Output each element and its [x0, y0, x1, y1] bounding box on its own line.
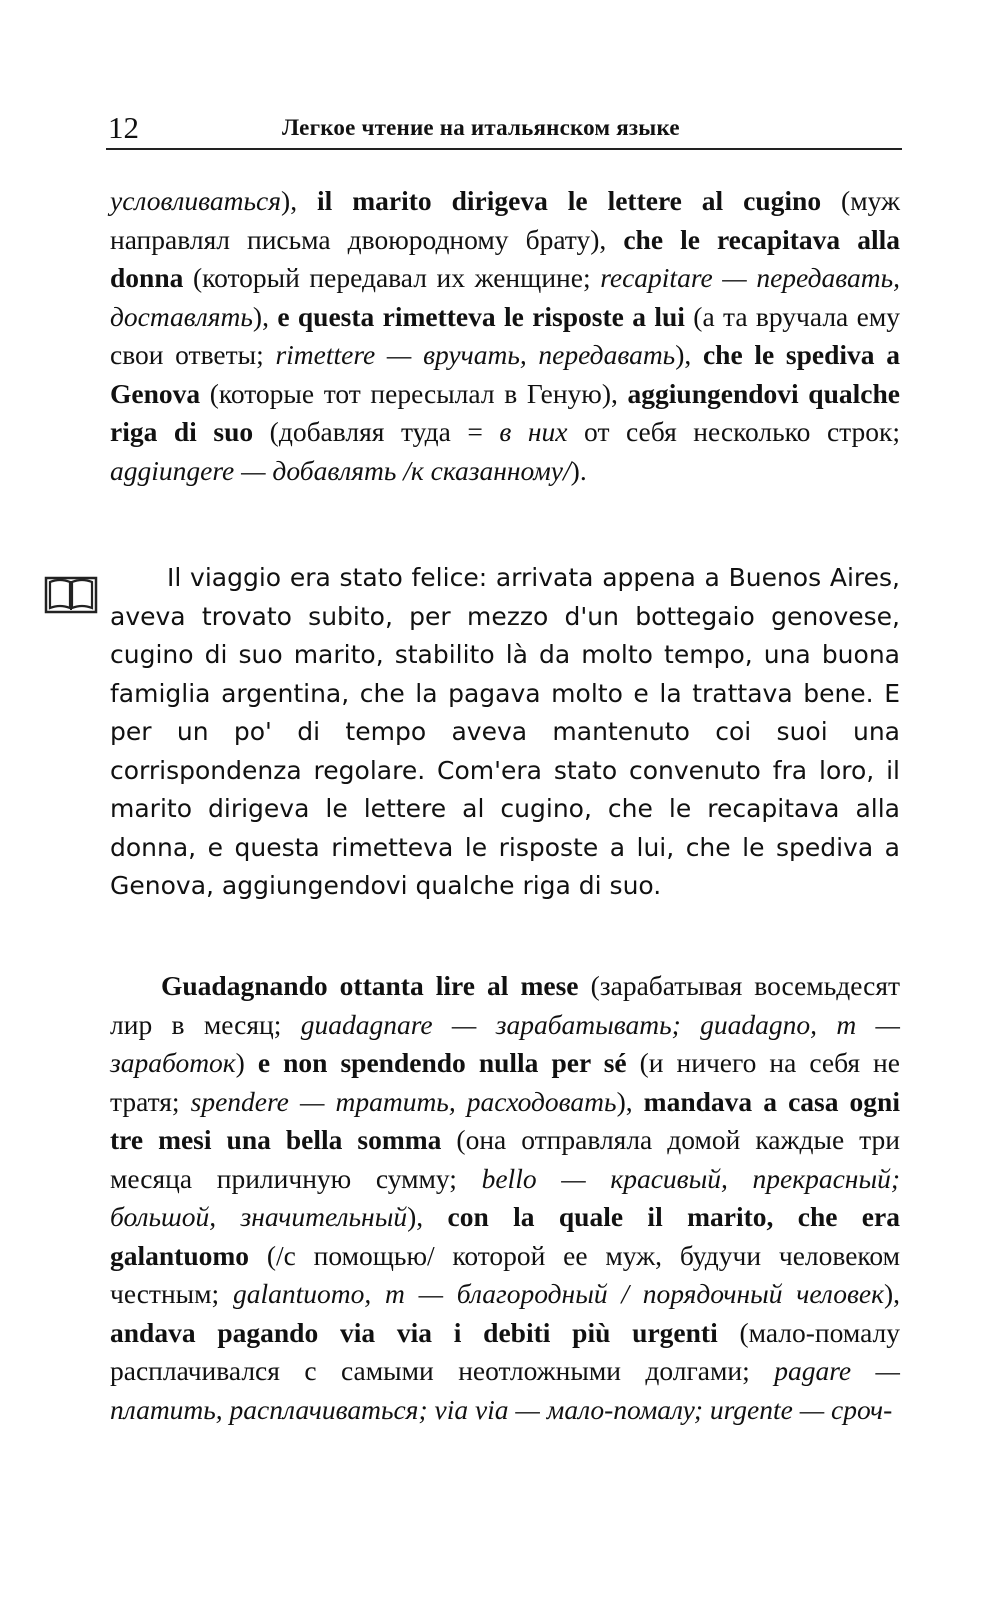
gloss: rimettere — вручать, передавать: [275, 339, 676, 370]
translation: (и ничего на себя не тратя;: [110, 1047, 900, 1117]
page-header: [106, 104, 902, 150]
annotated-paragraph: [110, 182, 900, 490]
plain-text: ),: [883, 1278, 901, 1309]
italian-phrase: che le spediva a Genova: [110, 339, 900, 409]
gloss: galantuomo, m — благородный / порядочный человек: [232, 1278, 884, 1309]
gloss: aggiungere — добавлять /к сказанному/: [110, 454, 571, 486]
italian-phrase: che le recapitava alla donna: [110, 223, 901, 293]
gloss: в них: [499, 416, 568, 447]
gloss: recapitare — передавать, доставлять: [110, 262, 900, 332]
translation: от себя несколько строк;: [567, 416, 901, 447]
gloss: guadagnare — зарабатывать; guadagno, m — заработок: [110, 1008, 900, 1078]
plain-text: ),: [281, 185, 318, 216]
translation: (/с помощью/ которой ее муж, будучи человеком честным;: [110, 1239, 900, 1309]
annotated-text-block-2: [110, 967, 900, 1429]
italian-phrase: Guadagnando ottanta lire al mese: [161, 970, 579, 1001]
running-title: Легкое чтение на итальянском языке: [282, 115, 680, 140]
italian-phrase: mandava a casa ogni tre mesi una bella somma: [110, 1085, 900, 1155]
translation: (а та вручала ему свои ответы;: [110, 300, 900, 370]
original-paragraph: Il viaggio era stato felice: arrivata appena a Buenos Aires, aveva trovato subito, per mezzo d'un bottegaio genovese, cugino di suo marito, stabilito là da molto tempo, una buona famiglia argentina, che la pagava molto e la trattava bene. E per un po' di tempo aveva mantenuto coi suoi una corrispondenza regolare. Com'era stato convenuto fra loro, il marito dirigeva le lettere al cugino, che le recapitava alla donna, e questa rimetteva le risposte a lui, che le spediva a Genova, aggiungendovi qualche riga di suo.: [110, 563, 900, 900]
original-text-block: [110, 559, 900, 906]
translation: (муж направлял письма двоюродному брату),: [110, 185, 900, 255]
italian-phrase: e questa rimetteva le risposte a lui: [277, 300, 685, 332]
page-number: 12: [108, 110, 139, 145]
annotated-paragraph: [110, 967, 900, 1429]
plain-text: ).: [570, 454, 587, 486]
open-book-icon: [44, 576, 98, 616]
gloss: spendere — тратить, расходовать: [190, 1085, 617, 1117]
italian-phrase: il marito dirigeva le lettere al cugino: [317, 185, 822, 216]
translation: (добавляя туда =: [253, 416, 500, 447]
plain-text: ),: [616, 1085, 644, 1117]
plain-text: ),: [407, 1201, 448, 1232]
italian-phrase: aggiungendovi qualche riga di suo: [110, 377, 900, 447]
plain-text: ),: [252, 300, 278, 332]
plain-text: ): [235, 1047, 258, 1078]
annotated-text-block-1: [110, 182, 900, 490]
translation: (она отправляла домой каждые три месяца приличную сумму;: [110, 1124, 900, 1194]
plain-text: ),: [675, 339, 703, 370]
italian-phrase: e non spendendo nulla per sé: [257, 1047, 627, 1078]
gloss: условливаться: [110, 185, 282, 216]
translation: (зарабатывая восемьдесят лир в месяц;: [110, 970, 900, 1040]
translation: (который передавал их женщине;: [183, 262, 601, 293]
translation: (мало-помалу расплачивался с самыми неотложными долгами;: [110, 1316, 901, 1386]
translation: (которые тот пересылал в Геную),: [200, 377, 628, 409]
gloss: bello — красивый, прекрасный; большой, значительный: [110, 1162, 900, 1232]
italian-phrase: con la quale il marito, che era galantuomo: [110, 1201, 900, 1271]
italian-phrase: andava pagando via via i debiti più urgenti: [110, 1316, 718, 1348]
gloss: pagare — платить, расплачиваться; via via — мало-помалу; urgente — сроч-: [110, 1355, 900, 1425]
